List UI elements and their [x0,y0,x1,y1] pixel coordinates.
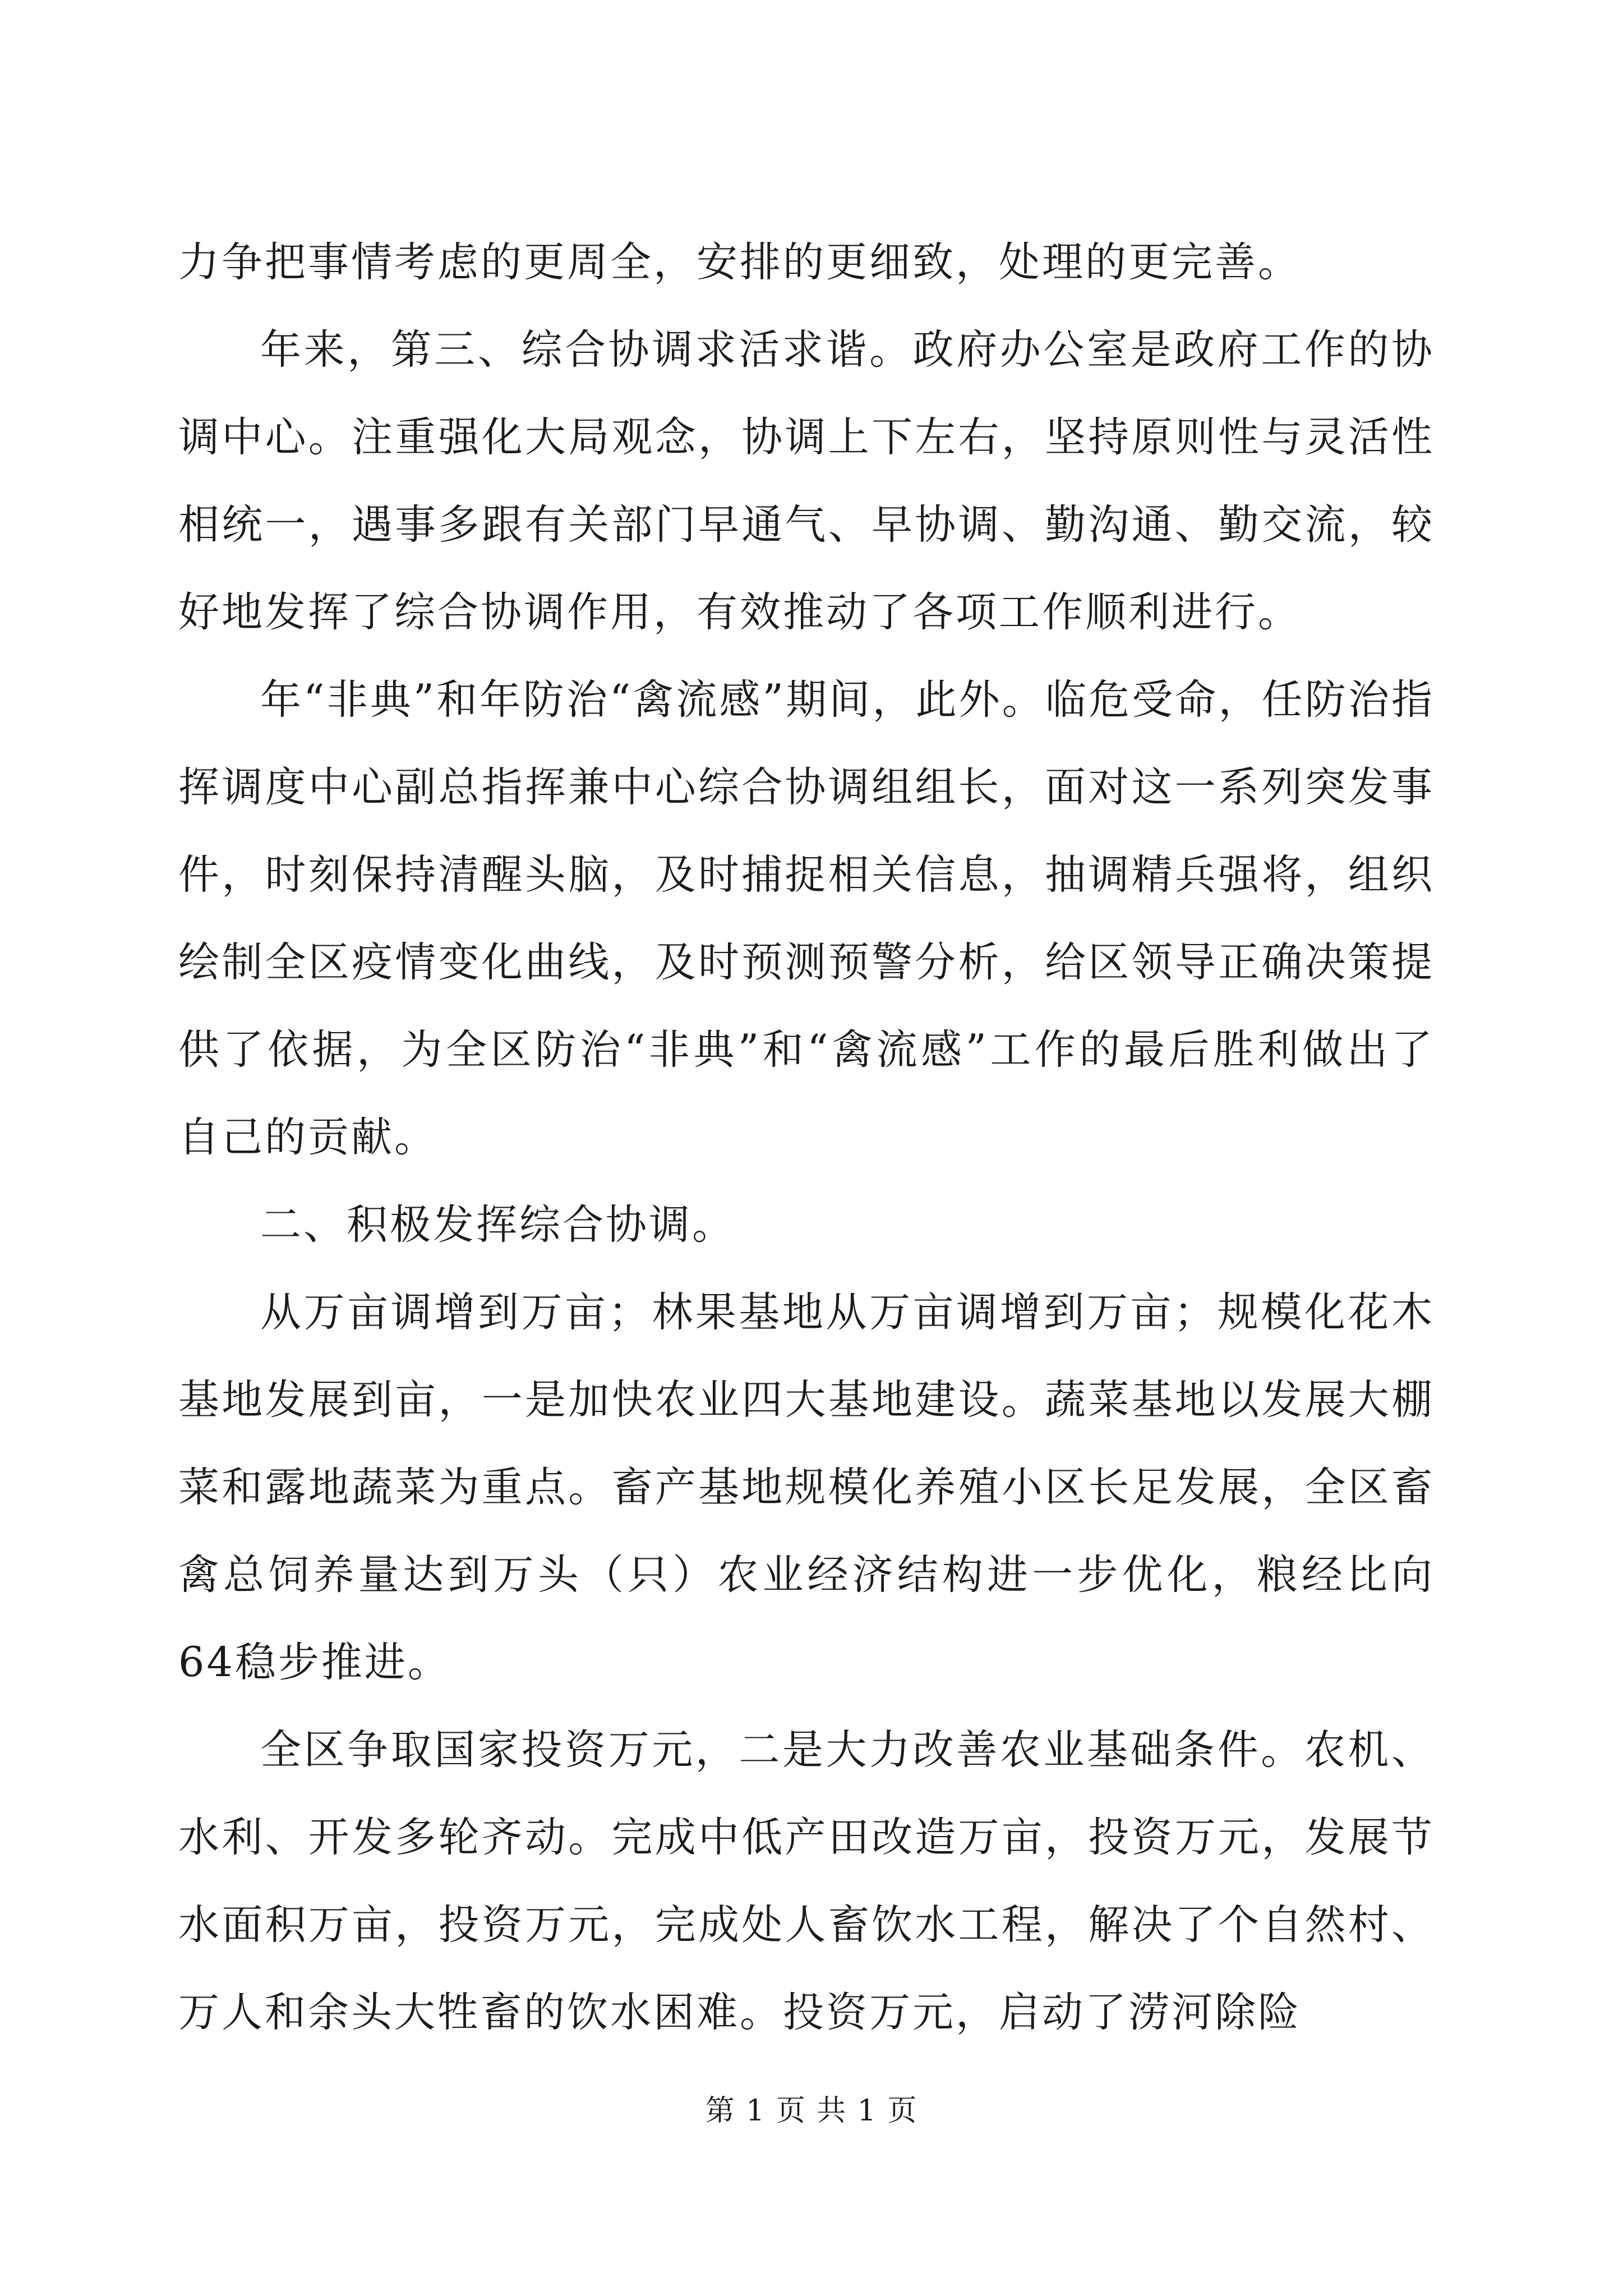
paragraph-5: 全区争取国家投资万元，二是大力改善农业基础条件。农机、水利、开发多轮齐动。完成中低产田改造万亩，投资万元，发展节水面积万亩，投资万元，完成处人畜饮水工程，解决了个自然村、万人和余头大牲畜的饮水困难。投资万元，启动了涝河除险 [178,1726,1435,2036]
paragraph-4: 从万亩调增到万亩；林果基地从万亩调增到万亩；规模化花木基地发展到亩，一是加快农业四大基地建设。蔬菜基地以发展大棚菜和露地蔬菜为重点。畜产基地规模化养殖小区长足发展，全区畜禽总饲养量达到万头（只）农业经济结构进一步优化，粮经比向64稳步推进。 [178,1289,1435,1686]
paragraph-1: 力争把事情考虑的更周全，安排的更细致，处理的更完善。 [178,238,1301,286]
section-heading: 二、积极发挥综合协调。 [260,1201,735,1249]
page-number-footer: 第 1 页 共 1 页 [705,2094,918,2128]
paragraph-3: 年“非典”和年防治“禽流感”期间，此外。临危受命，任防治指挥调度中心副总指挥兼中心综合协调组组长，面对这一系列突发事件，时刻保持清醒头脑，及时捕捉相关信息，抽调精兵强将，组织绘制全区疫情变化曲线，及时预测预警分析，给区领导正确决策提供了依据，为全区防治“非典”和“禽流感”工作的最后胜利做出了自己的贡献。 [178,676,1435,1161]
document-body [178,219,1435,2056]
paragraph-2: 年来，第三、综合协调求活求谐。政府办公室是政府工作的协调中心。注重强化大局观念，协调上下左右，坚持原则性与灵活性相统一，遇事多跟有关部门早通气、早协调、勤沟通、勤交流，较好地发挥了综合协调作用，有效推动了各项工作顺利进行。 [178,326,1435,636]
